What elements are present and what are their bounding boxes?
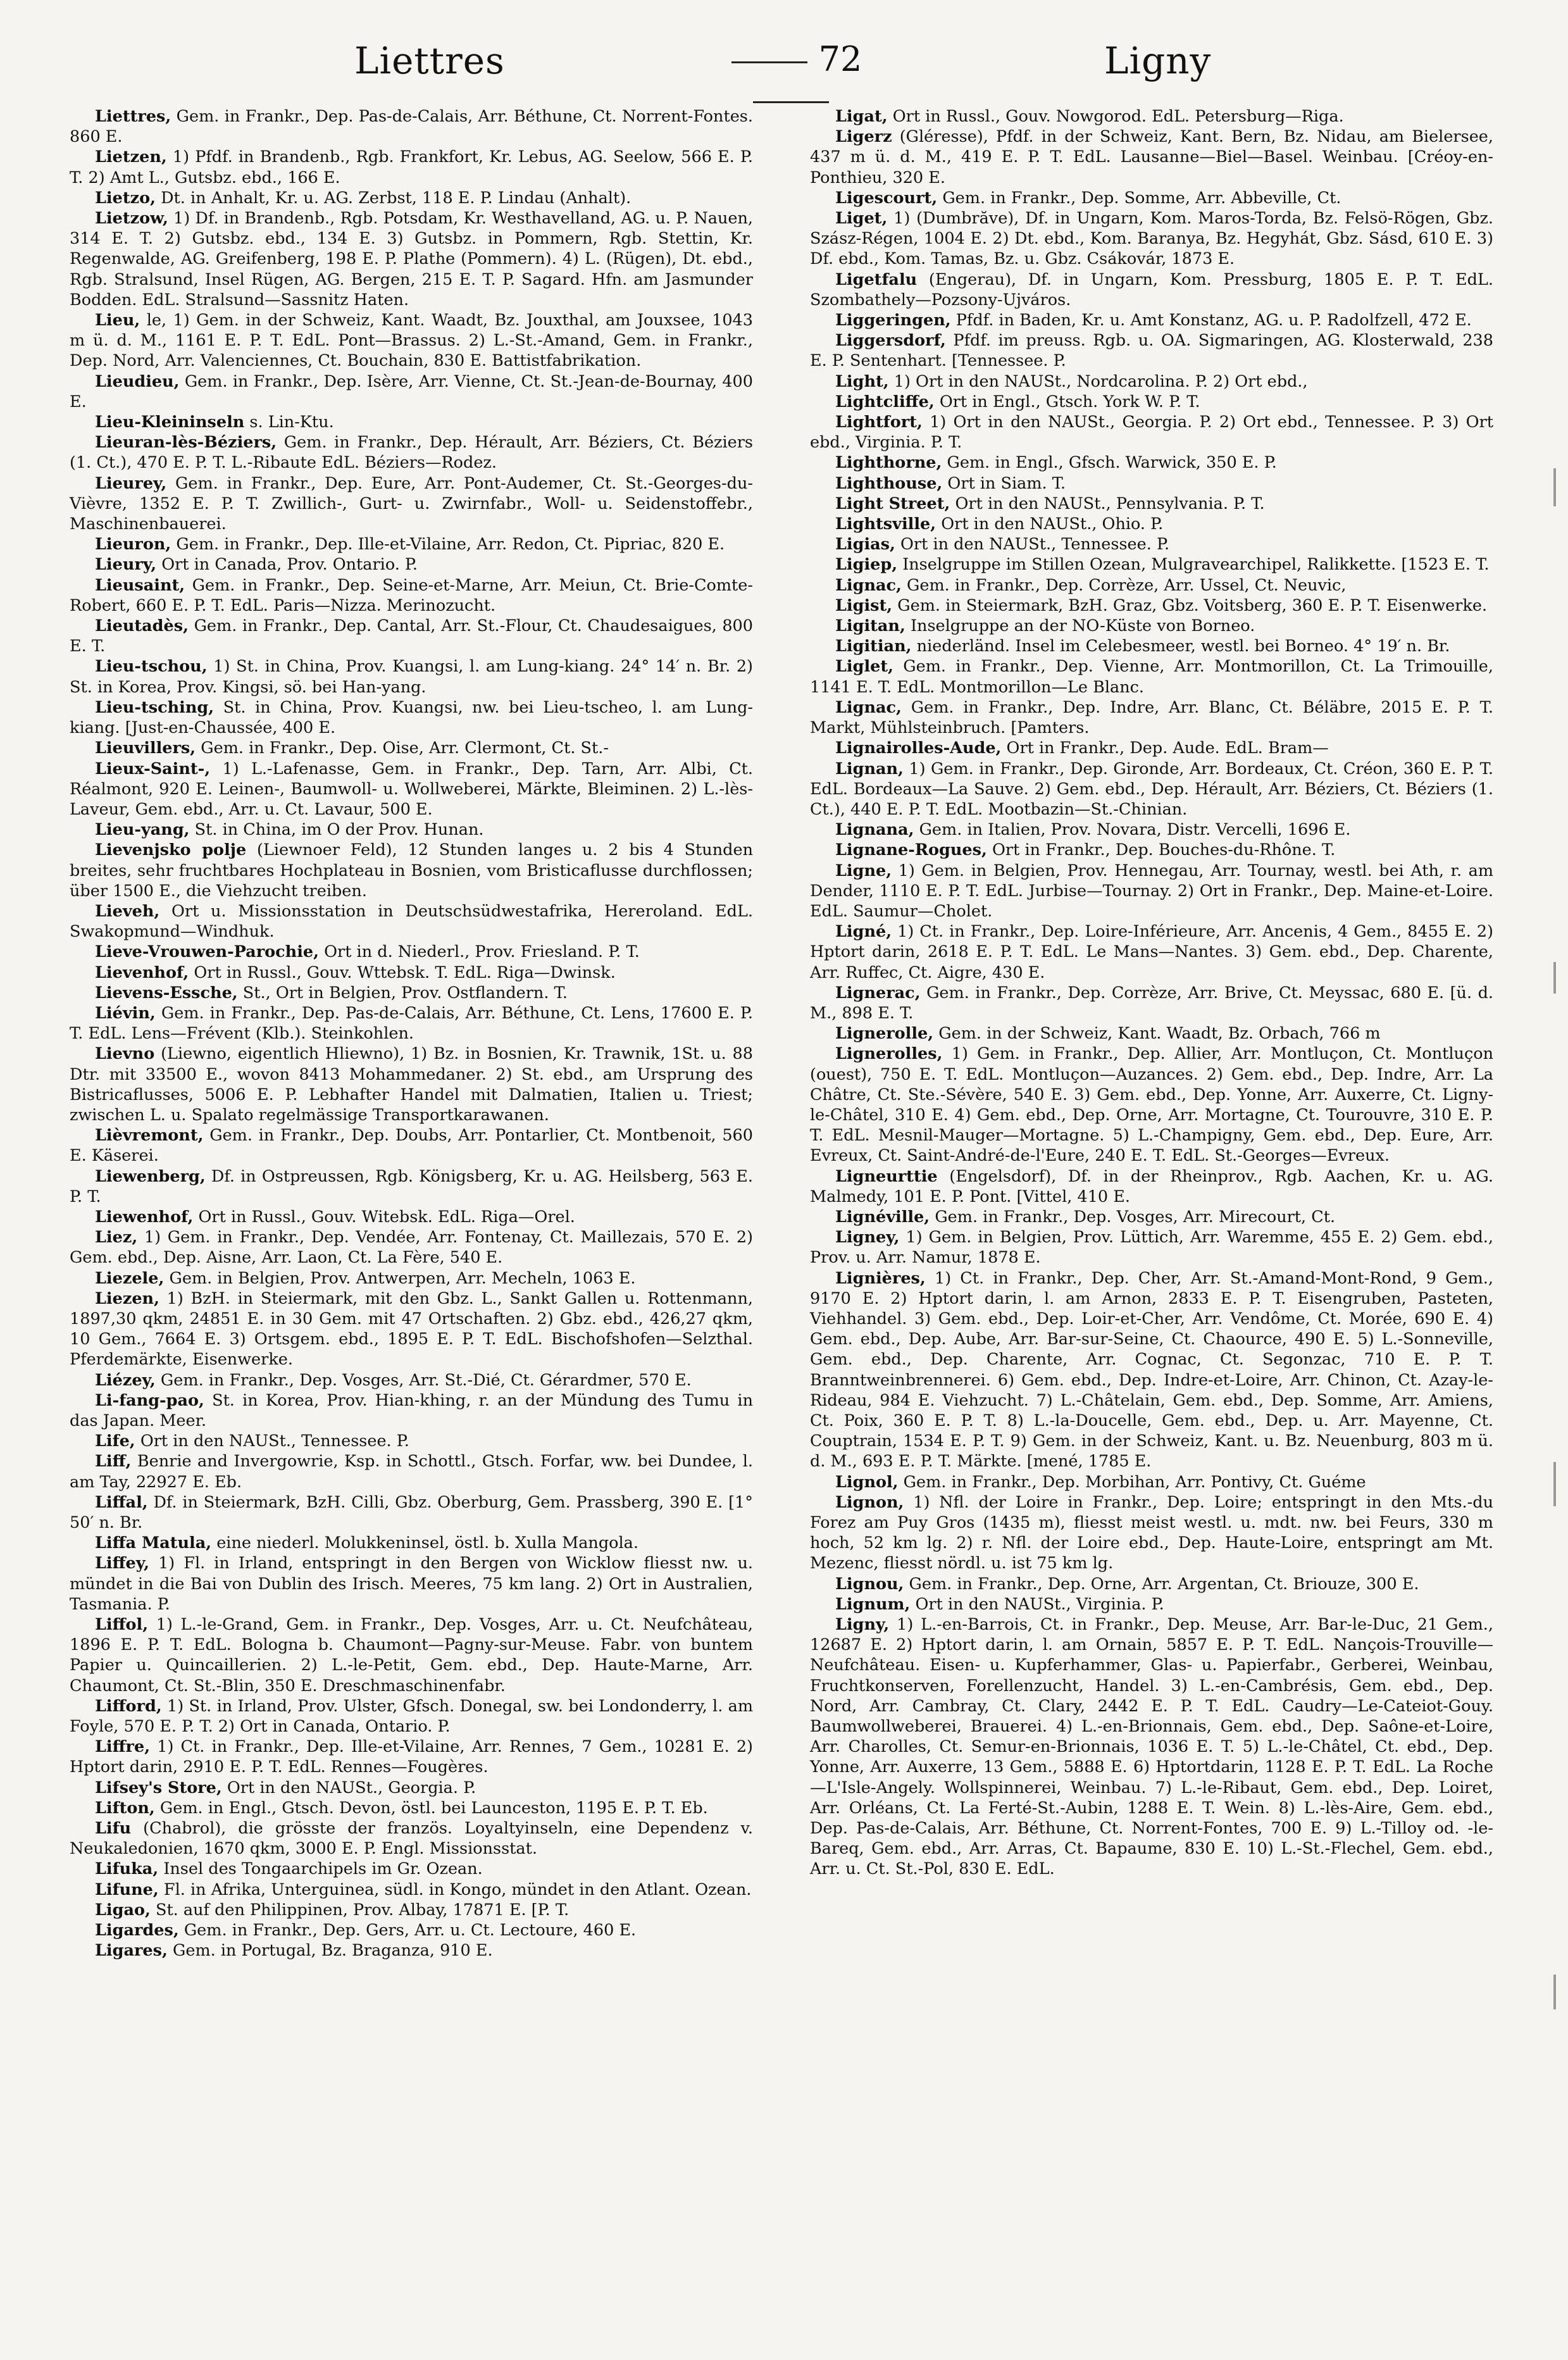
- gazetteer-entry: [810, 738, 1493, 758]
- entry-headword: Liffa Matula,: [95, 1533, 212, 1553]
- gazetteer-entry: [810, 1594, 1493, 1614]
- gazetteer-entry: [70, 1920, 753, 1940]
- entry-headword: Liget,: [835, 209, 888, 228]
- entry-body: 1) Fl. in Irland, entspringt in den Bergen von Wicklow fliesst nw. u. mündet in die Bai von Dublin des Irisch. Meeres, 75 km lang. 2) Ort in Australien, Tasmania. P.: [70, 1554, 753, 1614]
- entry-headword: Liglet,: [835, 657, 894, 677]
- entry-body: eine niederl. Molukkeninsel, östl. b. Xulla Mangola.: [216, 1533, 638, 1553]
- gazetteer-entry: [810, 453, 1493, 473]
- gazetteer-entry: [70, 1859, 753, 1879]
- gazetteer-entry: [70, 1696, 753, 1737]
- gazetteer-entry: [70, 534, 753, 554]
- entry-body: Pfdf. im preuss. Rgb. u. OA. Sigmaringen, AG. Klosterwald, 238 E. P. Sentenhart. [Tennessee. P.: [810, 331, 1493, 371]
- entry-headword: Liff,: [95, 1452, 132, 1471]
- entry-headword: Lieudieu,: [95, 371, 180, 391]
- header-rule-right: [753, 101, 829, 103]
- entry-headword: Lievens-Essche,: [95, 983, 238, 1002]
- entry-body: Gem. in Frankr., Dep. Doubs, Arr. Pontarlier, Ct. Montbenoit, 560 E. Käserei.: [70, 1126, 753, 1166]
- entry-headword: Liffey,: [95, 1554, 150, 1573]
- entry-body: Gem. in Frankr., Dep. Cantal, Arr. St.-Flour, Ct. Chaudesaigues, 800 E. T.: [70, 616, 754, 656]
- gazetteer-entry: [70, 575, 753, 616]
- entry-headword: Liewenberg,: [95, 1166, 206, 1186]
- entry-body: 1) Df. in Brandenb., Rgb. Potsdam, Kr. Westhavelland, AG. u. P. Nauen, 314 E. T. 2) Gutsbz. ebd., 134 E. 3) Gutsbz. in Pommern, Rgb. Stettin, Kr. Regenwalde, AG. Greifenberg, 198 E. P. Plathe (Pommern). 4) L. (Rügen), Dt. ebd., Rgb. Stralsund, Insel Rügen, AG. Bergen, 215 E. T. P. Sagard. Hfn. am Jasmunder Bodden. EdL. Stralsund—Sassnitz Haten.: [70, 209, 753, 309]
- entry-headword: Lievenhof,: [95, 963, 189, 982]
- entry-body: 1) BzH. in Steiermark, mit den Gbz. L., Sankt Gallen u. Rottenmann, 1897,30 qkm, 24851 E. in 30 Gem. mit 47 Ortschaften. 2) Gbz. ebd., 426,27 qkm, 10 Gem., 7664 E. 3) Ortsgem. ebd., 1895 E. P. T. EdL. Bischofshofen—Selzthal. Pferdemärkte, Eisenwerke.: [70, 1289, 753, 1370]
- entry-headword: Lignon,: [835, 1492, 904, 1512]
- gazetteer-entry: [810, 494, 1493, 514]
- page-edge-mark: [1553, 468, 1556, 506]
- entry-headword: Ligerz: [835, 127, 892, 147]
- entry-body: Gem. in Engl., Gfsch. Warwick, 350 E. P.: [947, 453, 1277, 473]
- entry-body: Ort in Frankr., Dep. Aude. EdL. Bram—: [1006, 739, 1329, 758]
- entry-body: St. in China, Prov. Kuangsi, nw. bei Lieu-tscheo, l. am Lung-kiang. [Just-en-Chaussée, 400 E.: [70, 697, 754, 738]
- entry-body: (Gléresse), Pfdf. in der Schweiz, Kant. Bern, Bz. Nidau, am Bielersee, 437 m ü. d. M., 419 E. P. T. EdL. Lausanne—Biel—Basel. Weinbau. [Créoy-en-Ponthieu, 320 E.: [810, 127, 1493, 187]
- entry-body: s. Lin-Ktu.: [249, 413, 334, 432]
- entry-body: (Engelsdorf), Df. in der Rheinprov., Rgb. Aachen, Kr. u. AG. Malmedy, 101 E. P. Pont. [Vittel, 410 E.: [810, 1166, 1493, 1206]
- gazetteer-entry: [810, 840, 1493, 860]
- entry-headword: Lignou,: [835, 1574, 904, 1594]
- entry-body: Gem. in Frankr., Dep. Seine-et-Marne, Arr. Meiun, Ct. Brie-Comte-Robert, 660 E. P. T. EdL. Paris—Nizza. Merinozucht.: [70, 575, 753, 615]
- gazetteer-entry: [810, 1492, 1493, 1574]
- gazetteer-entry: [810, 371, 1493, 392]
- entry-body: 1) L.-Lafenasse, Gem. in Frankr., Dep. Tarn, Arr. Albi, Ct. Réalmont, 920 E. Leinen-, Baumwoll- u. Wollweberei, Märkte, Bleiminen. 2) L.-lès-Laveur, Gem. ebd., Arr. u. Ct. Lavaur, 500 E.: [70, 759, 754, 819]
- gazetteer-entry: [70, 820, 753, 840]
- gazetteer-entry: [810, 473, 1493, 494]
- entry-headword: Lifton,: [95, 1798, 155, 1818]
- entry-body: 1) (Dumbrăve), Df. in Ungarn, Kom. Maros-Torda, Bz. Felsö-Rögen, Gbz. Szász-Régen, 1004 E. 2) Dt. ebd., Kom. Baranya, Bz. Hegyhát, Gbz. Sásd, 610 E. 3) Df. ebd., Kom. Tamas, Bz. u. Gbz. Csákovár, 1873 E.: [810, 209, 1493, 269]
- entry-headword: Lighthouse,: [835, 473, 943, 493]
- gazetteer-entry: [810, 106, 1493, 127]
- entry-headword: Ligetfalu: [835, 270, 918, 289]
- entry-headword: Lieveh,: [95, 901, 160, 921]
- gazetteer-entry: [810, 656, 1493, 697]
- entry-body: 1) Ct. in Frankr., Dep. Cher, Arr. St.-Amand-Mont-Rond, 9 Gem., 9170 E. 2) Hptort darin, l. am Arnon, 2833 E. P. T. Eisengruben, Pasteten, Viehhandel. 3) Gem. ebd., Dep. Loir-et-Cher, Arr. Vendôme, Ct. Morée, 690 E. 4) Gem. ebd., Dep. Aube, Arr. Bar-sur-Seine, Ct. Chaource, 490 E. 5) L.-Sonneville, Gem. ebd., Dep. Charente, Arr. Cognac, Ct. Segonzac, 710 E. P. T. Branntweinbrennerei. 6) Gem. ebd., Dep. Indre-et-Loire, Arr. Chinon, Ct. Azay-le-Rideau, 984 E. Viehzucht. 7) L.-Châtelain, Gem. ebd., Dep. Somme, Arr. Amiens, Ct. Poix, 360 E. P. T. 8) L.-la-Doucelle, Gem. ebd., Dep. u. Arr. Mayenne, Ct. Couptrain, 1534 E. P. T. 9) Gem. in der Schweiz, Kant. u. Bz. Neuenburg, 803 m ü. d. M., 693 E. P. T. Märkte. [mené, 1785 E.: [810, 1268, 1493, 1471]
- entry-body: Ort in Russl., Gouv. Wttebsk. T. EdL. Riga—Dwinsk.: [194, 963, 616, 982]
- entry-body: 1) St. in Irland, Prov. Ulster, Gfsch. Donegal, sw. bei Londonderry, l. am Foyle, 570 E. P. T. 2) Ort in Canada, Ontario. P.: [70, 1696, 753, 1737]
- gazetteer-entry: [70, 147, 753, 187]
- entry-body: (Chabrol), die grösste der französ. Loyaltyinseln, eine Dependenz v. Neukaledonien, 1670 qkm, 3000 E. P. Engl. Missionsstat.: [70, 1819, 754, 1859]
- entry-headword: Life,: [95, 1432, 135, 1451]
- gazetteer-entry: [70, 656, 753, 697]
- entry-body: Gem. in Frankr., Dep. Isère, Arr. Vienne, Ct. St.-Jean-de-Bournay, 400 E.: [70, 371, 753, 411]
- entry-body: Gem. in Frankr., Dep. Corrèze, Arr. Brive, Ct. Meyssac, 680 E. [ü. d. M., 898 E. T.: [810, 983, 1493, 1023]
- gazetteer-entry: [70, 1268, 753, 1289]
- entry-body: Pfdf. in Baden, Kr. u. Amt Konstanz, AG. u. P. Radolfzell, 472 E.: [955, 311, 1472, 330]
- gazetteer-entry: [70, 983, 753, 1003]
- entry-body: Ort in d. Niederl., Prov. Friesland. P. T.: [324, 942, 640, 962]
- gazetteer-entry: [810, 759, 1493, 820]
- gazetteer-entry: [70, 1533, 753, 1553]
- gazetteer-entry: [810, 1207, 1493, 1227]
- entry-body: St. auf den Philippinen, Prov. Albay, 17871 E. [P. T.: [155, 1900, 569, 1920]
- entry-headword: Lightcliffe,: [835, 392, 935, 411]
- gazetteer-entry: [70, 1207, 753, 1227]
- entry-body: 1) Ort in den NAUSt., Georgia. P. 2) Ort ebd., Tennessee. P. 3) Ort ebd., Virginia. P. T.: [810, 413, 1493, 453]
- entry-headword: Lieu-tsching,: [95, 697, 215, 717]
- entry-body: Ort in den NAUSt., Georgia. P.: [227, 1778, 476, 1797]
- entry-body: 1) Pfdf. in Brandenb., Rgb. Frankfort, Kr. Lebus, AG. Seelow, 566 E. P. T. 2) Amt L., Gutsbz. ebd., 166 E.: [70, 147, 753, 187]
- entry-headword: Lignac,: [835, 575, 902, 595]
- gazetteer-entry: [70, 1227, 753, 1268]
- entry-body: Ort in Siam. T.: [947, 473, 1066, 493]
- entry-body: Ort in Russl., Gouv. Witebsk. EdL. Riga—Orel.: [198, 1207, 575, 1227]
- entry-body: Gem. in Frankr., Dep. Pas-de-Calais, Arr. Béthune, Ct. Lens, 17600 E. P. T. EdL. Lens—Frévent (Klb.). Steinkohlen.: [70, 1003, 753, 1044]
- entry-headword: Lieuron,: [95, 535, 171, 554]
- entry-headword: Lignerolles,: [835, 1044, 943, 1064]
- gazetteer-entry: [70, 1614, 753, 1696]
- entry-body: Gem. in Frankr., Dep. Gers, Arr. u. Ct. Lectoure, 460 E.: [184, 1921, 637, 1940]
- entry-body: Gem. in Frankr., Dep. Ille-et-Vilaine, Arr. Redon, Ct. Pipriac, 820 E.: [176, 535, 725, 554]
- entry-body: Gem. in Frankr., Dep. Vienne, Arr. Montmorillon, Ct. La Trimouille, 1141 E. T. EdL. Montmorillon—Le Blanc.: [810, 657, 1493, 697]
- entry-body: Gem. in Frankr., Dep. Eure, Arr. Pont-Audemer, Ct. St.-Georges-du-Vièvre, 1352 E. P. T. Zwillich-, Gurt- u. Zwirnfabr., Woll- u. Seidenstoffebr., Maschinenbauerei.: [70, 473, 753, 534]
- gazetteer-entry: [70, 1778, 753, 1798]
- entry-headword: Lieve-Vrouwen-Parochie,: [95, 942, 319, 962]
- entry-body: Gem. in Frankr., Dep. Orne, Arr. Argentan, Ct. Briouze, 300 E.: [909, 1574, 1419, 1594]
- gazetteer-entry: [810, 270, 1493, 310]
- gazetteer-entry: [810, 575, 1493, 596]
- gazetteer-entry: [70, 1940, 753, 1961]
- entry-body: Ort in Russl., Gouv. Nowgorod. EdL. Petersburg—Riga.: [892, 107, 1344, 126]
- entry-headword: Lignac,: [835, 697, 902, 717]
- entry-body: (Liewno, eigentlich Hliewno), 1) Bz. in Bosnien, Kr. Trawnik, 1St. u. 88 Dtr. mit 33500 E., wovon 8413 Mohammedaner. 2) St. ebd., am Ursprung des Bistricaflusses, 5006 E. P. Lebhafter Handel mit Dalmatien, Italien u. Triest; zwischen L. u. Spalato regelmässige Transportkarawanen.: [70, 1044, 754, 1125]
- entry-headword: Lieuran-lès-Béziers,: [95, 433, 277, 453]
- gazetteer-entry: [70, 1900, 753, 1920]
- gazetteer-entry: [70, 963, 753, 983]
- gazetteer-entry: [70, 901, 753, 942]
- gazetteer-entry: [70, 1431, 753, 1451]
- entry-headword: Liffre,: [95, 1737, 151, 1757]
- entry-headword: Ligares,: [95, 1941, 168, 1961]
- entry-body: 1) Ct. in Frankr., Dep. Loire-Inférieure, Arr. Ancenis, 4 Gem., 8455 E. 2) Hptort darin, 2618 E. P. T. EdL. Le Mans—Nantes. 3) Gem. ebd., Dep. Charente, Arr. Ruffec, Ct. Aigre, 430 E.: [810, 922, 1493, 982]
- gazetteer-entry: [70, 616, 753, 656]
- gazetteer-entry: [70, 942, 753, 962]
- entry-headword: Lietzow,: [95, 209, 168, 228]
- entry-body: 1) Gem. in Belgien, Prov. Hennegau, Arr. Tournay, westl. bei Ath, r. am Dender, 1110 E. P. T. EdL. Jurbise—Tournay. 2) Ort in Frankr., Dep. Maine-et-Loire. EdL. Saumur—Cholet.: [810, 861, 1493, 921]
- entry-body: Gem. in Portugal, Bz. Braganza, 910 E.: [172, 1941, 493, 1961]
- gazetteer-entry: [70, 473, 753, 535]
- gazetteer-entry: [70, 554, 753, 575]
- gazetteer-entry: [810, 596, 1493, 616]
- entry-headword: Ligardes,: [95, 1921, 179, 1940]
- entry-headword: Lieu-yang,: [95, 820, 190, 840]
- entry-body: Ort in Frankr., Dep. Bouches-du-Rhône. T.: [992, 840, 1336, 860]
- entry-headword: Lieu,: [95, 311, 140, 330]
- gazetteer-entry: [810, 861, 1493, 922]
- entry-headword: Ligescourt,: [835, 188, 938, 208]
- page-edge-mark: [1553, 1462, 1556, 1506]
- entry-body: Gem. in Frankr., Dep. Hérault, Arr. Béziers, Ct. Béziers (1. Ct.), 470 E. P. T. L.-Ribaute EdL. Béziers—Rodez.: [70, 433, 753, 473]
- entry-headword: Ligiep,: [835, 555, 898, 575]
- gazetteer-entry: [70, 1003, 753, 1044]
- entry-body: St., Ort in Belgien, Prov. Ostflandern. T.: [242, 983, 568, 1002]
- entry-headword: Lignan,: [835, 759, 904, 778]
- gazetteer-entry: [70, 697, 753, 738]
- entry-body: Df. in Ostpreussen, Rgb. Königsberg, Kr. u. AG. Heilsberg, 563 E. P. T.: [70, 1166, 754, 1206]
- entry-body: Ort in Canada, Prov. Ontario. P.: [161, 555, 418, 575]
- gazetteer-entry: [810, 412, 1493, 453]
- gazetteer-entry: [810, 1023, 1493, 1044]
- entry-headword: Liewenhof,: [95, 1207, 194, 1227]
- entry-headword: Ligist,: [835, 596, 893, 615]
- entry-headword: Lièvremont,: [95, 1126, 204, 1146]
- gazetteer-entry: [70, 1125, 753, 1166]
- gazetteer-entry: [70, 1798, 753, 1818]
- entry-headword: Lieutadès,: [95, 616, 189, 636]
- gazetteer-entry: [810, 554, 1493, 575]
- entry-headword: Lignéville,: [835, 1207, 930, 1227]
- entry-body: Benrie and Invergowrie, Ksp. in Schottl., Gtsch. Forfar, ww. bei Dundee, l. am Tay, 22927 E. Eb.: [70, 1452, 753, 1492]
- entry-headword: Liezen,: [95, 1289, 159, 1308]
- entry-headword: Liettres,: [95, 107, 171, 126]
- entry-body: 1) Gem. in Belgien, Prov. Lüttich, Arr. Waremme, 455 E. 2) Gem. ebd., Prov. u. Arr. Namur, 1878 E.: [810, 1228, 1493, 1268]
- entry-headword: Lignières,: [835, 1268, 926, 1288]
- gazetteer-entry: [810, 1044, 1493, 1166]
- entry-headword: Liez,: [95, 1228, 138, 1247]
- entry-headword: Liggersdorf,: [835, 331, 946, 351]
- entry-headword: Light Street,: [835, 494, 950, 513]
- page-edge-mark: [1553, 1975, 1556, 2009]
- entry-body: Gem. in Frankr., Dep. Corrèze, Arr. Ussel, Ct. Neuvic,: [907, 575, 1347, 595]
- gazetteer-entry: [70, 412, 753, 432]
- gazetteer-entry: [810, 616, 1493, 636]
- entry-body: Fl. in Afrika, Unterguinea, südl. in Kongo, mündet in den Atlant. Ozean.: [163, 1880, 752, 1899]
- entry-headword: Ligney,: [835, 1228, 900, 1247]
- entry-headword: Liézey,: [95, 1370, 156, 1390]
- gazetteer-entry: [810, 1574, 1493, 1594]
- entry-headword: Lignol,: [835, 1472, 899, 1492]
- gazetteer-entry: [810, 514, 1493, 534]
- entry-headword: Lievno: [95, 1044, 155, 1064]
- gazetteer-entry: [70, 432, 753, 473]
- gazetteer-entry: [810, 127, 1493, 188]
- entry-headword: Ligias,: [835, 535, 895, 554]
- gazetteer-entry: [810, 208, 1493, 270]
- entry-body: 1) Nfl. der Loire in Frankr., Dep. Loire; entspringt in den Mts.-du Forez am Puy Gros (1435 m), fliesst meist westl. u. mdt. nw. bei Feurs, 330 m hoch, 52 km lg. 2) r. Nfl. der Loire ebd., Dep. Haute-Loire, entspringt am Mt. Mezenc, fliesst nördl. u. ist 75 km lg.: [810, 1492, 1494, 1573]
- gazetteer-entry: [70, 1451, 753, 1492]
- entry-headword: Ligao,: [95, 1900, 151, 1920]
- entry-body: Inselgruppe an der NO-Küste von Borneo.: [910, 616, 1255, 636]
- entry-headword: Lieusaint,: [95, 575, 185, 595]
- entry-headword: Lighthorne,: [835, 453, 942, 473]
- gazetteer-entry: [70, 1166, 753, 1207]
- entry-body: Ort u. Missionsstation in Deutschsüdwestafrika, Hereroland. EdL. Swakopmund—Windhuk.: [70, 901, 753, 942]
- gazetteer-entry: [810, 330, 1493, 371]
- entry-body: Gem. in Frankr., Dep. Vosges, Arr. St.-Dié, Ct. Gérardmer, 570 E.: [160, 1370, 692, 1390]
- entry-headword: Lietzo,: [95, 188, 156, 208]
- gazetteer-entry: [70, 1737, 753, 1777]
- gazetteer-entry: [810, 697, 1493, 738]
- entry-headword: Lignairolles-Aude,: [835, 739, 1002, 758]
- entry-body: Ort in den NAUSt., Tennessee. P.: [140, 1432, 409, 1451]
- gazetteer-entry: [70, 1818, 753, 1859]
- gazetteer-entry: [810, 1268, 1493, 1472]
- gazetteer-entry: [810, 310, 1493, 330]
- gazetteer-entry: [810, 820, 1493, 840]
- entry-body: Gem. in Frankr., Dep. Morbihan, Arr. Pontivy, Ct. Guéme: [903, 1472, 1366, 1492]
- entry-headword: Liezele,: [95, 1268, 165, 1288]
- entry-headword: Lifford,: [95, 1696, 162, 1716]
- gazetteer-entry: [70, 208, 753, 310]
- entry-headword: Liévin,: [95, 1003, 156, 1023]
- entry-body: Gem. in Frankr., Dep. Somme, Arr. Abbeville, Ct.: [942, 188, 1341, 208]
- entry-headword: Lignerolle,: [835, 1024, 934, 1044]
- gazetteer-entry: [70, 1370, 753, 1390]
- entry-body: Gem. in Frankr., Dep. Pas-de-Calais, Arr. Béthune, Ct. Norrent-Fontes. 860 E.: [70, 107, 753, 147]
- gazetteer-entry: [70, 759, 753, 820]
- running-head-right: Ligny: [1104, 39, 1212, 82]
- entry-body: le, 1) Gem. in der Schweiz, Kant. Waadt, Bz. Jouxthal, am Jouxsee, 1043 m ü. d. M., 1161 E. P. T. EdL. Pont—Brassus. 2) L.-St.-Amand, Gem. in Frankr., Dep. Nord, Arr. Valenciennes, Ct. Bouchain, 830 E. Battistfabrikation.: [70, 311, 753, 371]
- entry-body: St. in China, im O der Prov. Hunan.: [194, 820, 484, 840]
- entry-body: Dt. in Anhalt, Kr. u. AG. Zerbst, 118 E. P. Lindau (Anhalt).: [161, 188, 632, 208]
- entry-body: niederländ. Insel im Celebesmeer, westl. bei Borneo. 4° 19′ n. Br.: [916, 637, 1450, 656]
- entry-headword: Lifu: [95, 1819, 132, 1839]
- entry-body: Ort in den NAUSt., Virginia. P.: [915, 1594, 1164, 1614]
- gazetteer-entry: [810, 1472, 1493, 1492]
- gazetteer-entry: [810, 983, 1493, 1023]
- left-column: [70, 106, 753, 1961]
- entry-headword: Lifune,: [95, 1880, 159, 1899]
- entry-headword: Lieu-tschou,: [95, 657, 208, 677]
- entry-body: (Engerau), Df. in Ungarn, Kom. Pressburg, 1805 E. P. T. EdL. Szombathely—Pozsony-Ujváros.: [810, 270, 1493, 309]
- entry-headword: Lifsey's Store,: [95, 1778, 222, 1797]
- entry-body: Gem. in Frankr., Dep. Indre, Arr. Blanc, Ct. Béläbre, 2015 E. P. T. Markt, Mühlsteinbruch. [Pamters.: [810, 697, 1493, 738]
- entry-body: Gem. in Belgien, Prov. Antwerpen, Arr. Mecheln, 1063 E.: [169, 1268, 636, 1288]
- entry-body: 1) Gem. in Frankr., Dep. Allier, Arr. Montluçon, Ct. Montluçon (ouest), 750 E. T. EdL. Montluçon—Auzances. 2) Gem. ebd., Dep. Indre, Arr. La Châtre, Ct. Ste.-Sévère, 540 E. 3) Gem. ebd., Dep. Yonne, Arr. Auxerre, Ct. Ligny-le-Châtel, 310 E. 4) Gem. ebd., Dep. Orne, Arr. Mortagne, Ct. Tourouvre, 310 E. P. T. EdL. Mesnil-Mauger—Mortagne. 5) L.-Champigny, Gem. ebd., Dep. Eure, Arr. Evreux, Ct. Saint-André-de-l'Eure, 240 E. T. EdL. St.-Georges—Evreux.: [810, 1044, 1494, 1166]
- entry-headword: Ligne,: [835, 861, 892, 880]
- entry-body: 1) Gem. in Frankr., Dep. Vendée, Arr. Fontenay, Ct. Maillezais, 570 E. 2) Gem. ebd., Dep. Aisne, Arr. Laon, Ct. La Fère, 540 E.: [70, 1228, 753, 1268]
- gazetteer-entry: [810, 392, 1493, 412]
- entry-body: Ort in den NAUSt., Tennessee. P.: [900, 535, 1170, 554]
- entry-body: Gem. in Frankr., Dep. Vosges, Arr. Mirecourt, Ct.: [935, 1207, 1336, 1227]
- entry-body: 1) Gem. in Frankr., Dep. Gironde, Arr. Bordeaux, Ct. Créon, 360 E. P. T. EdL. Bordeaux—La Sauve. 2) Gem. ebd., Dep. Hérault, Arr. Béziers, Ct. Béziers (1. Ct.), 440 E. P. T. EdL. Mootbazin—St.-Chinian.: [810, 759, 1493, 819]
- entry-body: 1) L.-en-Barrois, Ct. in Frankr., Dep. Meuse, Arr. Bar-le-Duc, 21 Gem., 12687 E. 2) Hptort darin, l. am Ornain, 5857 E. P. T. EdL. Nançois-Trouville—Neufchâteau. Eisen- u. Kupferhammer, Glas- u. Papierfabr., Gerberei, Weinbau, Fruchtkonserven, Forellenzucht, Handel. 3) L.-en-Cambrésis, Gem. ebd., Dep. Nord, Arr. Cambray, Ct. Clary, 2442 E. P. T. EdL. Caudry—Le-Cateiot-Gouy. Baumwollweberei, Brauerei. 4) L.-en-Brionnais, Gem. ebd., Dep. Saône-et-Loire, Arr. Charolles, Ct. Semur-en-Brionnais, 1036 E. T. 5) L.-le-Châtel, Ct. ebd., Dep. Yonne, Arr. Auxerre, 13 Gem., 5888 E. 6) Hptortdarin, 1128 E. P. T. EdL. La Roche—L'Isle-Angely. Wollspinnerei, Weinbau. 7) L.-le-Ribaut, Gem. ebd., Dep. Loiret, Arr. Orléans, Ct. La Ferté-St.-Aubin, 1288 E. T. Wein. 8) L.-lès-Aire, Gem. ebd., Dep. Pas-de-Calais, Arr. Béthune, Ct. Norrent-Fontes, 700 E. 9) L.-Tilloy od. -le-Bareq, Gem. ebd., Arr. Arras, Ct. Bapaume, 830 E. 10) L.-St.-Flechel, Gem. ebd., Arr. u. Ct. St.-Pol, 830 E. EdL.: [810, 1615, 1493, 1879]
- entry-body: Gem. in Engl., Gtsch. Devon, östl. bei Launceston, 1195 E. P. T. Eb.: [159, 1798, 708, 1818]
- entry-body: Inselgruppe im Stillen Ozean, Mulgravearchipel, Ralikkette. [1523 E. T.: [902, 555, 1490, 575]
- gazetteer-entry: [70, 188, 753, 208]
- entry-headword: Lieux-Saint-,: [95, 759, 211, 778]
- entry-body: St. in Korea, Prov. Hian-khing, r. an der Mündung des Tumu in das Japan. Meer.: [70, 1390, 753, 1430]
- gazetteer-entry: [810, 636, 1493, 656]
- entry-headword: Lieurey,: [95, 473, 167, 493]
- entry-body: 1) Ct. in Frankr., Dep. Ille-et-Vilaine, Arr. Rennes, 7 Gem., 10281 E. 2) Hptort darin, 2910 E. P. T. EdL. Rennes—Fougères.: [70, 1737, 753, 1777]
- gazetteer-entry: [70, 840, 753, 901]
- gazetteer-entry: [70, 738, 753, 758]
- entry-headword: Ligny,: [835, 1615, 890, 1635]
- entry-body: Gem. in Frankr., Dep. Oise, Arr. Clermont, Ct. St.-: [201, 739, 609, 758]
- page-edge-mark: [1553, 962, 1556, 994]
- entry-body: Ort in Engl., Gtsch. York W. P. T.: [939, 392, 1200, 411]
- gazetteer-entry: [810, 1166, 1493, 1207]
- entry-body: Insel des Tongaarchipels im Gr. Ozean.: [163, 1859, 483, 1879]
- entry-headword: Ligat,: [835, 107, 888, 126]
- gazetteer-entry: [70, 371, 753, 412]
- entry-headword: Light,: [835, 371, 889, 391]
- entry-headword: Lignane-Rogues,: [835, 840, 987, 860]
- entry-headword: Lightsville,: [835, 515, 936, 534]
- gazetteer-entry: [810, 188, 1493, 208]
- entry-headword: Li-fang-pao,: [95, 1390, 204, 1410]
- gazetteer-entry: [70, 1044, 753, 1125]
- gazetteer-entry: [70, 1390, 753, 1431]
- entry-headword: Liggeringen,: [835, 311, 951, 330]
- page-number: 72: [818, 39, 862, 79]
- entry-headword: Lightfort,: [835, 413, 923, 432]
- entry-headword: Lietzen,: [95, 147, 167, 167]
- gazetteer-entry: [810, 1227, 1493, 1268]
- entry-headword: Ligné,: [835, 922, 892, 942]
- entry-body: (Liewnoer Feld), 12 Stunden langes u. 2 bis 4 Stunden breites, sehr fruchtbares Hochplateau in Bosnien, vom Bristicaflusse durchflossen; über 1500 E., die Viehzucht treiben.: [70, 840, 753, 901]
- entry-headword: Lignum,: [835, 1594, 911, 1614]
- entry-headword: Ligitian,: [835, 637, 912, 656]
- gazetteer-entry: [70, 1492, 753, 1533]
- gazetteer-entry: [810, 1614, 1493, 1880]
- gazetteer-entry: [810, 921, 1493, 983]
- entry-body: Gem. in der Schweiz, Kant. Waadt, Bz. Orbach, 766 m: [938, 1024, 1381, 1044]
- running-head-left: Liettres: [354, 39, 505, 82]
- entry-body: Gem. in Italien, Prov. Novara, Distr. Vercelli, 1696 E.: [919, 820, 1351, 840]
- entry-headword: Lieury,: [95, 555, 157, 575]
- entry-headword: Lieuvillers,: [95, 739, 196, 758]
- gazetteer-entry: [70, 106, 753, 147]
- gazetteer-entry: [810, 534, 1493, 554]
- entry-body: Ort in den NAUSt., Pennsylvania. P. T.: [955, 494, 1265, 513]
- right-column: [810, 106, 1493, 1880]
- header-rule-left: [731, 61, 807, 63]
- entry-headword: Ligitan,: [835, 616, 905, 636]
- entry-body: Gem. in Steiermark, BzH. Graz, Gbz. Voitsberg, 360 E. P. T. Eisenwerke.: [897, 596, 1488, 615]
- entry-headword: Lieu-Kleininseln: [95, 413, 245, 432]
- entry-headword: Lignerac,: [835, 983, 921, 1002]
- entry-body: Df. in Steiermark, BzH. Cilli, Gbz. Oberburg, Gem. Prassberg, 390 E. [1° 50′ n. Br.: [70, 1492, 753, 1533]
- gazetteer-entry: [70, 310, 753, 371]
- entry-headword: Lifuka,: [95, 1859, 159, 1879]
- entry-headword: Liffol,: [95, 1615, 149, 1635]
- entry-headword: Lievenjsko polje: [95, 840, 247, 860]
- entry-headword: Liffal,: [95, 1492, 148, 1512]
- entry-headword: Ligneurttie: [835, 1166, 938, 1186]
- entry-body: 1) St. in China, Prov. Kuangsi, l. am Lung-kiang. 24° 14′ n. Br. 2) St. in Korea, Prov. Kingsi, sö. bei Han-yang.: [70, 657, 754, 697]
- gazetteer-entry: [70, 1880, 753, 1900]
- gazetteer-entry: [70, 1289, 753, 1370]
- entry-body: 1) Ort in den NAUSt., Nordcarolina. P. 2) Ort ebd.,: [893, 371, 1308, 391]
- gazetteer-entry: [70, 1553, 753, 1614]
- entry-body: Ort in den NAUSt., Ohio. P.: [941, 515, 1164, 534]
- entry-headword: Lignana,: [835, 820, 914, 840]
- entry-body: 1) L.-le-Grand, Gem. in Frankr., Dep. Vosges, Arr. u. Ct. Neufchâteau, 1896 E. P. T. EdL. Bologna b. Chaumont—Pagny-sur-Meuse. Fabr. von buntem Papier u. Quincaillerien. 2) L.-le-Petit, Gem. ebd., Dep. Haute-Marne, Arr. Chaumont, Ct. St.-Blin, 350 E. Dreschmaschinenfabr.: [70, 1615, 753, 1695]
